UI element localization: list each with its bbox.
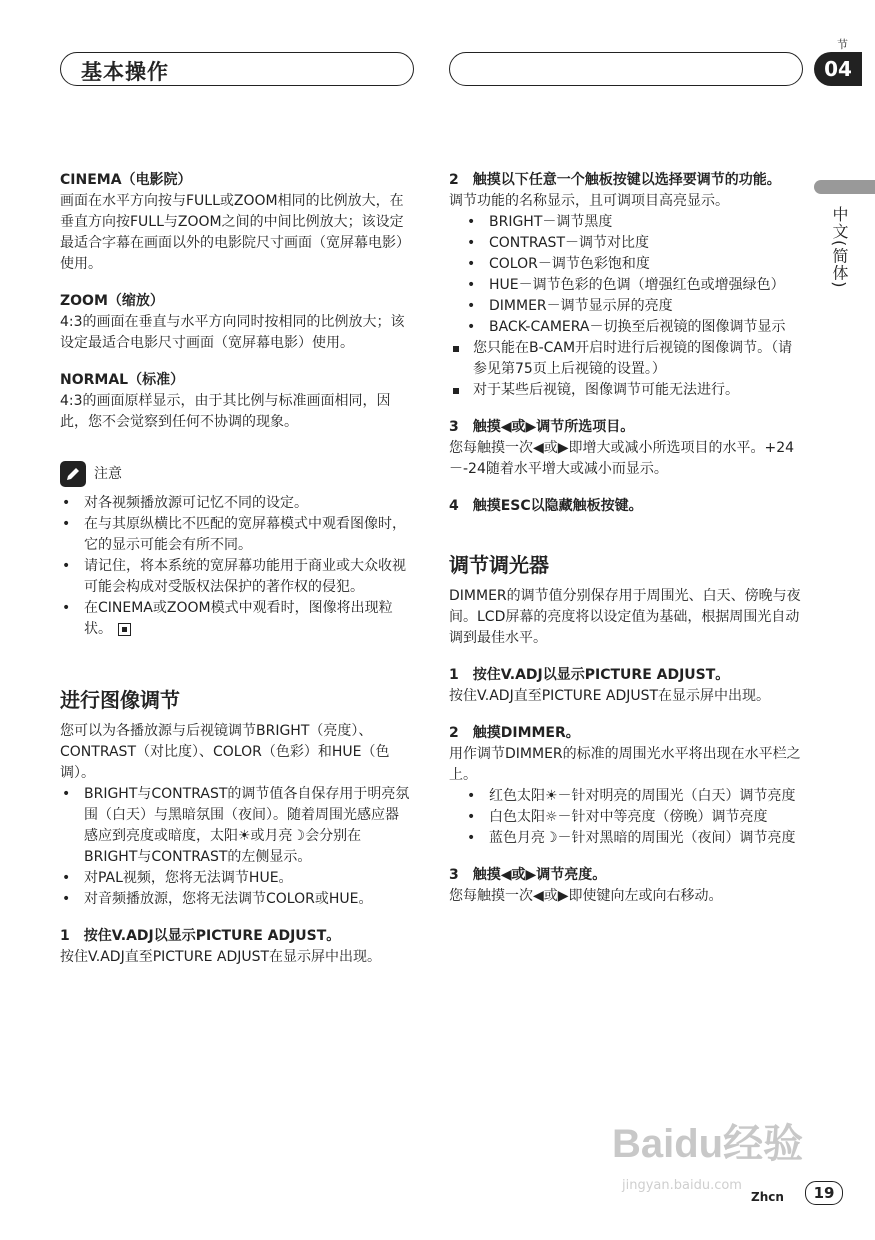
cinema-body: 画面在水平方向按与FULL或ZOOM相同的比例放大，在垂直方向按FULL与ZOOM之间的中间比例放大；该设定最适合字幕在画面以外的电影院尺寸画面（宽屏幕电影）使用。	[60, 193, 410, 272]
picture-adjust-intro: 您可以为各播放源与后视镜调节BRIGHT（亮度）、CONTRAST（对比度）、COLOR（色彩）和HUE（色调）。	[60, 723, 390, 781]
picture-adjust-bullets	[60, 784, 412, 910]
bullet-item: • BRIGHT与CONTRAST的调节值各自保存用于明亮氛围（白天）与黑暗氛围（夜间）。随着周围光感应器感应到亮度或暗度，太阳☀或月亮☽会分别在BRIGHT与CONTRAST的左侧显示。	[60, 784, 412, 868]
note-item: • 请记住，将本系统的宽屏幕功能用于商业或大众收视可能会构成对受版权法保护的著作权的侵犯。	[60, 556, 412, 598]
note-item: • 在与其原纵横比不匹配的宽屏幕模式中观看图像时，它的显示可能会有所不同。	[60, 514, 412, 556]
function-list	[449, 212, 804, 338]
step1-title: 1 按住V.ADJ以显示PICTURE ADJUST。	[60, 928, 341, 944]
cinema-title: CINEMA（电影院）	[60, 172, 192, 188]
function-item: • BACK-CAMERA－切换至后视镜的图像调节显示	[449, 317, 804, 338]
dimmer-step3-title: 3 触摸◀或▶调节亮度。	[449, 867, 607, 883]
function-item: • COLOR－调节色彩饱和度	[449, 254, 804, 275]
language-tab-bar	[814, 180, 875, 194]
step2-body: 调节功能的名称显示，且可调项目高亮显示。	[449, 193, 729, 209]
header-right-pill	[449, 52, 803, 86]
dimmer-item: • 白色太阳☼－针对中等亮度（傍晚）调节亮度	[449, 807, 804, 828]
normal-title: NORMAL（标准）	[60, 372, 185, 388]
note-item: • 对各视频播放源可记忆不同的设定。	[60, 493, 412, 514]
dimmer-step3-body: 您每触摸一次◀或▶即使键向左或向右移动。	[449, 888, 723, 904]
watermark-url: jingyan.baidu.com	[622, 1178, 742, 1193]
note-header	[60, 461, 412, 487]
normal-body: 4:3的画面原样显示，由于其比例与标准画面相同，因此，您不会觉察到任何不协调的现象。	[60, 393, 391, 430]
function-item: • CONTRAST－调节对比度	[449, 233, 804, 254]
bullet-item: • 对音频播放源，您将无法调节COLOR或HUE。	[60, 889, 412, 910]
square-note: 对于某些后视镜，图像调节可能无法进行。	[449, 380, 804, 401]
step3-title: 3 触摸◀或▶调节所选项目。	[449, 419, 635, 435]
header-left-pill	[60, 52, 414, 86]
page-number: 19	[805, 1181, 843, 1205]
section-number-tab: 04	[814, 52, 862, 86]
end-mark-icon	[118, 623, 131, 636]
section-label: 节	[837, 38, 848, 51]
function-item: • DIMMER－调节显示屏的亮度	[449, 296, 804, 317]
right-column	[449, 170, 804, 907]
language-tab-label: 中文(简体)	[830, 206, 849, 289]
function-item: • HUE－调节色彩的色调（增强红色或增强绿色）	[449, 275, 804, 296]
function-item: • BRIGHT－调节黑度	[449, 212, 804, 233]
left-column	[60, 170, 412, 968]
watermark-logo: Baidu经验	[612, 1122, 804, 1166]
note-item-text: 在CINEMA或ZOOM模式中观看时，图像将出现粒状。	[84, 600, 393, 637]
note-title: 注意	[94, 465, 122, 482]
dimmer-step1-title: 1 按住V.ADJ以显示PICTURE ADJUST。	[449, 667, 730, 683]
step4-title: 4 触摸ESC以隐藏触板按键。	[449, 498, 643, 514]
note-list	[60, 493, 412, 640]
pencil-icon	[60, 461, 86, 487]
dimmer-step2-body: 用作调节DIMMER的标准的周围光水平将出现在水平栏之上。	[449, 746, 801, 783]
zoom-title: ZOOM（缩放）	[60, 293, 164, 309]
dimmer-list	[449, 786, 804, 849]
language-code: Zhcn	[751, 1190, 784, 1204]
step3-body: 您每触摸一次◀或▶即增大或减小所选项目的水平。+24－-24随着水平增大或减小而显示。	[449, 440, 795, 477]
bullet-item: • 对PAL视频，您将无法调节HUE。	[60, 868, 412, 889]
note-item	[60, 598, 412, 640]
dimmer-intro: DIMMER的调节值分别保存用于周围光、白天、傍晚与夜间。LCD屏幕的亮度将以设定值为基础，根据周围光自动调到最佳水平。	[449, 588, 801, 646]
step1-body: 按住V.ADJ直至PICTURE ADJUST在显示屏中出现。	[60, 949, 382, 965]
zoom-body: 4:3的画面在垂直与水平方向同时按相同的比例放大；该设定最适合电影尺寸画面（宽屏幕电影）使用。	[60, 314, 405, 351]
step2-title: 2 触摸以下任意一个触板按键以选择要调节的功能。	[449, 172, 781, 188]
dimmer-step2-title: 2 触摸DIMMER。	[449, 725, 580, 741]
square-note: 您只能在B-CAM开启时进行后视镜的图像调节。（请参见第75页上后视镜的设置。）	[449, 338, 804, 380]
section-heading-dimmer: 调节调光器	[449, 553, 549, 577]
dimmer-item: • 红色太阳☀－针对明亮的周围光（白天）调节亮度	[449, 786, 804, 807]
page-title: 基本操作	[81, 60, 169, 84]
section-heading-picture-adjust: 进行图像调节	[60, 688, 180, 712]
dimmer-item: • 蓝色月亮☽－针对黑暗的周围光（夜间）调节亮度	[449, 828, 804, 849]
dimmer-step1-body: 按住V.ADJ直至PICTURE ADJUST在显示屏中出现。	[449, 688, 771, 704]
